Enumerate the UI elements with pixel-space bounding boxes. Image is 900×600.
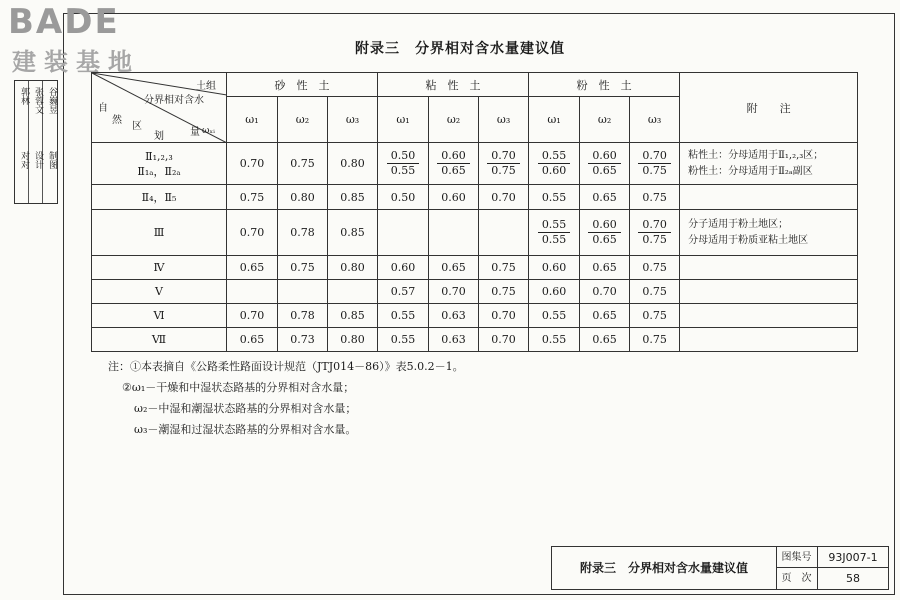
remarks-cell — [680, 304, 858, 328]
region-label: Ⅲ — [92, 210, 227, 256]
page-title: 附录三 分界相对含水量建议值 — [355, 41, 565, 57]
value-cell — [227, 280, 278, 304]
sidebar-cell: 谷巍昱 — [47, 87, 57, 114]
numerator: 0.60 — [588, 149, 621, 164]
remarks-cell — [680, 280, 858, 304]
value-cell: 0.70 — [227, 304, 278, 328]
value-cell: 0.70 — [479, 185, 529, 210]
value-cell: 0.65 — [580, 328, 630, 352]
value-cell: 0.75 — [479, 256, 529, 280]
numerator: 0.55 — [538, 218, 571, 233]
table-row — [92, 256, 858, 280]
fraction-cell — [479, 143, 529, 185]
header-w3: ω₃ — [328, 97, 378, 143]
remark-line: 分母适用于粉质亚粘土地区 — [688, 234, 809, 246]
value-cell: 0.75 — [630, 256, 680, 280]
denominator: 0.65 — [592, 233, 617, 246]
value-cell: 0.75 — [630, 280, 680, 304]
value-cell: 0.70 — [580, 280, 630, 304]
sidebar-cell: 张蓉文 — [33, 87, 43, 114]
value-cell: 0.80 — [328, 328, 378, 352]
value-cell — [278, 280, 328, 304]
remarks-cell — [680, 210, 858, 256]
table-row — [92, 304, 858, 328]
sidebar-cell: 郭林 — [19, 87, 29, 105]
fraction-cell — [630, 210, 680, 256]
sidebar-col-3 — [43, 81, 57, 203]
value-cell: 0.55 — [529, 304, 580, 328]
table-row — [92, 143, 858, 185]
sidebar-cell: 制图 — [47, 151, 57, 169]
region-label: Ⅱ₄，Ⅱ₅ — [92, 185, 227, 210]
value-cell: 0.55 — [529, 185, 580, 210]
value-cell: 0.63 — [429, 328, 479, 352]
remarks-cell — [680, 328, 858, 352]
value-cell: 0.75 — [479, 280, 529, 304]
denominator: 0.75 — [642, 164, 667, 177]
denominator: 0.75 — [491, 164, 516, 177]
value-cell: 0.70 — [227, 143, 278, 185]
value-cell: 0.85 — [328, 210, 378, 256]
remark-line: 粉性土：分母适用于Ⅱ₂ₐ副区 — [688, 165, 813, 177]
value-cell: 0.60 — [378, 256, 429, 280]
value-cell: 0.80 — [328, 256, 378, 280]
value-cell: 0.63 — [429, 304, 479, 328]
value-cell: 0.65 — [429, 256, 479, 280]
sidebar-cell: 设计 — [33, 151, 43, 169]
value-cell: 0.80 — [278, 185, 328, 210]
header-w2: ω₂ — [580, 97, 630, 143]
region-label: Ⅴ — [92, 280, 227, 304]
value-cell: 0.85 — [328, 304, 378, 328]
fraction-cell — [378, 143, 429, 185]
footnote-line: ω₃－潮湿和过湿状态路基的分界相对含水量。 — [134, 423, 357, 436]
header-row-label: 分界相对含水 — [144, 95, 204, 106]
header-w1: ω₁ — [378, 97, 429, 143]
value-cell: 0.85 — [328, 185, 378, 210]
fraction-cell — [630, 143, 680, 185]
value-cell: 0.70 — [479, 328, 529, 352]
region-cell — [92, 143, 227, 185]
atlas-number: 93J007-1 — [818, 547, 888, 568]
header-soil-group: 土组 — [196, 81, 216, 92]
value-cell: 0.60 — [429, 185, 479, 210]
denominator: 0.55 — [390, 164, 416, 177]
numerator: 0.55 — [538, 149, 571, 164]
value-cell: 0.65 — [227, 328, 278, 352]
numerator: 0.50 — [387, 149, 420, 164]
logo-subtitle: 建装基地 — [12, 48, 140, 76]
value-cell: 0.65 — [580, 256, 630, 280]
numerator: 0.60 — [437, 149, 470, 164]
value-cell: 0.78 — [278, 304, 328, 328]
value-cell: 0.60 — [529, 280, 580, 304]
value-cell: 0.75 — [227, 185, 278, 210]
fraction-cell — [529, 210, 580, 256]
value-cell: 0.60 — [529, 256, 580, 280]
header-w2: ω₂ — [429, 97, 479, 143]
footnotes — [108, 356, 628, 440]
header-row-label: ωₓᵢ — [202, 126, 215, 136]
value-cell: 0.65 — [227, 256, 278, 280]
fraction-cell — [529, 143, 580, 185]
header-row-label: 量 — [190, 127, 200, 138]
header-w3: ω₃ — [479, 97, 529, 143]
value-cell: 0.75 — [630, 328, 680, 352]
value-cell: 0.75 — [630, 185, 680, 210]
header-row-label: 然 — [112, 115, 122, 126]
diagonal-header-cell — [92, 73, 227, 143]
header-w2: ω₂ — [278, 97, 328, 143]
denominator: 0.65 — [592, 164, 617, 177]
header-w1: ω₁ — [227, 97, 278, 143]
header-sandy: 砂 性 土 — [227, 73, 378, 97]
header-remarks: 附 注 — [680, 73, 858, 143]
value-cell: 0.65 — [580, 185, 630, 210]
title-block-title: 附录三 分界相对含水量建议值 — [552, 547, 777, 589]
header-silty: 粉 性 土 — [529, 73, 680, 97]
sidebar-col-2 — [29, 81, 43, 203]
value-cell: 0.80 — [328, 143, 378, 185]
remarks-cell — [680, 143, 858, 185]
value-cell: 0.70 — [429, 280, 479, 304]
fraction-cell — [429, 143, 479, 185]
denominator: 0.75 — [642, 233, 667, 246]
value-cell: 0.75 — [630, 304, 680, 328]
value-cell: 0.65 — [580, 304, 630, 328]
fraction-cell — [580, 210, 630, 256]
denominator: 0.60 — [541, 164, 567, 177]
atlas-label: 图集号 — [776, 547, 818, 568]
logo-brand: BADE — [8, 2, 120, 42]
page-number: 58 — [846, 572, 860, 585]
header-row-label: 自 — [98, 103, 108, 114]
region-label: Ⅱ₁,₂,₃ — [145, 149, 173, 163]
signature-sidebar — [14, 80, 58, 204]
value-cell: 0.55 — [378, 328, 429, 352]
remark-line: 分子适用于粉土地区； — [688, 218, 789, 230]
header-row-label: 区 — [132, 121, 142, 132]
value-cell: 0.78 — [278, 210, 328, 256]
title-block — [551, 546, 889, 590]
watermark-logo — [6, 2, 156, 74]
region-label: Ⅵ — [92, 304, 227, 328]
value-cell: 0.55 — [378, 304, 429, 328]
value-cell: 0.73 — [278, 328, 328, 352]
table-row — [92, 210, 858, 256]
fraction-cell — [580, 143, 630, 185]
remarks-cell — [680, 185, 858, 210]
header-clayey: 粘 性 土 — [378, 73, 529, 97]
table-row — [92, 185, 858, 210]
value-cell: 0.70 — [227, 210, 278, 256]
table-row — [92, 328, 858, 352]
numerator: 0.60 — [588, 218, 621, 233]
remark-line: 粘性土：分母适用于Ⅱ₁,₂,₃区； — [688, 149, 824, 161]
header-w1: ω₁ — [529, 97, 580, 143]
sidebar-cell: 对对 — [19, 151, 29, 169]
value-cell — [328, 280, 378, 304]
numerator: 0.70 — [638, 218, 671, 233]
sidebar-col-1 — [15, 81, 29, 203]
footnote-line: ω₂－中湿和潮湿状态路基的分界相对含水量； — [134, 402, 357, 415]
value-cell: 0.75 — [278, 143, 328, 185]
numerator: 0.70 — [638, 149, 671, 164]
footnote-line: 注：①本表摘自《公路柔性路面设计规范（JTJ014－86）》表5.0.2－1。 — [108, 360, 464, 373]
value-cell: 0.57 — [378, 280, 429, 304]
header-w3: ω₃ — [630, 97, 680, 143]
region-label: Ⅳ — [92, 256, 227, 280]
region-label: Ⅶ — [92, 328, 227, 352]
value-cell: 0.70 — [479, 304, 529, 328]
value-cell: 0.75 — [278, 256, 328, 280]
remarks-cell — [680, 256, 858, 280]
value-cell: 0.50 — [378, 185, 429, 210]
header-row-label: 划 — [154, 131, 164, 142]
table-row — [92, 280, 858, 304]
numerator: 0.70 — [487, 149, 520, 164]
value-cell — [378, 210, 429, 256]
region-label-b: Ⅱ₁ₐ，Ⅱ₂ₐ — [137, 164, 181, 178]
denominator: 0.65 — [441, 164, 466, 177]
page-label: 页 次 — [776, 568, 818, 589]
footnote-line: ②ω₁－干燥和中湿状态路基的分界相对含水量； — [122, 381, 355, 394]
value-cell: 0.55 — [529, 328, 580, 352]
value-cell — [479, 210, 529, 256]
denominator: 0.55 — [541, 233, 567, 246]
value-cell — [429, 210, 479, 256]
moisture-table — [91, 72, 858, 352]
